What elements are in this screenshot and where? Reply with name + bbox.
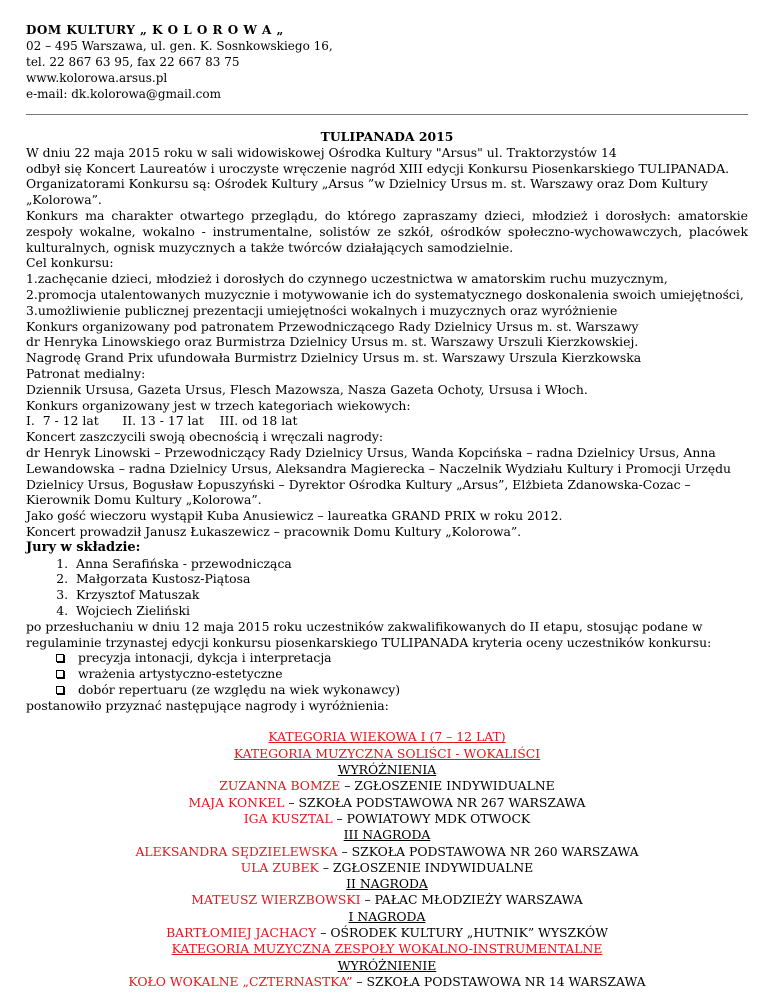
winner-org: – SZKOŁA PODSTAWOWA NR 260 WARSZAWA: [337, 843, 639, 859]
website: www.kolorowa.arsus.pl: [26, 71, 168, 85]
results-section: [26, 729, 748, 990]
winner-name: MATEUSZ WIERZBOWSKI: [191, 892, 361, 908]
criteria-item: [56, 650, 748, 666]
paragraph: Cel konkursu:: [26, 255, 114, 271]
paragraph: Jako gość wieczoru wystąpił Kuba Anusiewicz – laureatka GRAND PRIX w roku 2012.: [26, 508, 563, 524]
winner-line: [26, 778, 748, 794]
phone: tel. 22 867 63 95, fax 22 667 83 75: [26, 55, 240, 69]
criteria-item: [56, 666, 748, 682]
winner-line: [26, 860, 748, 876]
criteria-item: [56, 682, 748, 698]
age-categories: I. 7 - 12 lat II. 13 - 17 lat III. od 18 lat: [26, 413, 298, 429]
checkbox-bullet-icon: [56, 670, 64, 678]
paragraph: 3.umożliwienie publicznej prezentacji umiejętności wokalnych i muzycznych oraz wyróżnienie: [26, 302, 618, 318]
jury-member: 3. Krzysztof Matuszak: [72, 587, 748, 603]
paragraph: 1.zachęcanie dzieci, młodzież i dorosłych do czynnego uczestnictwa w amatorskim ruchu muzycznym,: [26, 271, 668, 287]
winner-name: KOŁO WOKALNE „CZTERNASTKA”: [128, 973, 353, 989]
paragraph: Konkurs ma charakter otwartego przeglądu, do którego zapraszamy dzieci, młodzież i dorosłych: amatorskie zespoły wokalne, wokalno - instrumentalne, solistów ze szkół, ośrodków społeczno-wychowawczych, placówek kulturalnych, ognisk muzycznych a także twórców działających samodzielnie.: [26, 207, 748, 255]
criteria-text: precyzja intonacji, dykcja i interpretacja: [78, 650, 332, 666]
criteria-text: wrażenia artystyczno-estetyczne: [78, 666, 283, 682]
category-heading: KATEGORIA MUZYCZNA ZESPOŁY WOKALNO-INSTRUMENTALNE: [171, 941, 603, 957]
paragraph: Koncert zaszczycili swoją obecnością i wręczali nagrody:: [26, 429, 384, 445]
jury-list: [26, 556, 748, 619]
document-body: [26, 129, 748, 990]
winner-line: [26, 925, 748, 941]
winner-line: [26, 892, 748, 908]
paragraph: Patronat medialny:: [26, 365, 146, 381]
winner-org: – SZKOŁA PODSTAWOWA NR 267 WARSZAWA: [284, 794, 586, 810]
paragraph: Dziennik Ursusa, Gazeta Ursus, Flesch Mazowsza, Nasza Gazeta Ochoty, Ursusa i Włoch.: [26, 381, 588, 397]
email: e-mail: dk.kolorowa@gmail.com: [26, 87, 221, 101]
paragraph: dr Henryka Linowskiego oraz Burmistrza Dzielnicy Ursus m. st. Warszawy Urszuli Kierzkowskiej.: [26, 334, 639, 350]
criteria-list: [26, 650, 748, 697]
document-page: [26, 22, 748, 990]
winner-org: – SZKOŁA PODSTAWOWA NR 14 WARSZAWA: [352, 973, 646, 989]
jury-member: 2. Małgorzata Kustosz-Piątosa: [72, 571, 748, 587]
paragraph: Organizatorami Konkursu są: Ośrodek Kultury „Arsus ”w Dzielnicy Ursus m. st. Warszawy oraz Dom Kultury „Kolorowa”.: [26, 176, 709, 208]
address: 02 – 495 Warszawa, ul. gen. K. Sosnkowskiego 16,: [26, 39, 333, 53]
award-heading: WYRÓŻNIENIA: [337, 762, 437, 778]
winner-org: – OŚRODEK KULTURY „HUTNIK” WYSZKÓW: [316, 925, 608, 941]
winner-name: MAJA KONKEL: [188, 794, 285, 810]
winner-line: [26, 844, 748, 860]
winner-name: ULA ZUBEK: [240, 859, 319, 875]
award-heading: WYRÓŻNIENIE: [337, 957, 437, 973]
winner-org: – POWIATOWY MDK OTWOCK: [332, 810, 531, 826]
paragraph: po przesłuchaniu w dniu 12 maja 2015 roku uczestników zakwalifikowanych do II etapu, stosując podane w regulaminie trzynastej edycji konkursu piosenkarskiego TULIPANADA kryteria oceny uczestników konkursu:: [26, 618, 712, 650]
paragraph: Koncert prowadził Janusz Łukaszewicz – pracownik Domu Kultury „Kolorowa”.: [26, 523, 522, 539]
category-heading: KATEGORIA WIEKOWA I (7 – 12 LAT): [268, 729, 506, 745]
criteria-text: dobór repertuaru (ze względu na wiek wykonawcy): [78, 681, 401, 697]
header-divider: [26, 114, 748, 115]
winner-name: ALEKSANDRA SĘDZIELEWSKA: [135, 843, 338, 859]
paragraph: Konkurs organizowany pod patronatem Przewodniczącego Rady Dzielnicy Ursus m. st. Warszawy: [26, 318, 639, 334]
document-title: TULIPANADA 2015: [320, 129, 454, 144]
jury-member: 1. Anna Serafińska - przewodnicząca: [72, 556, 748, 572]
paragraph: postanowiło przyznać następujące nagrody i wyróżnienia:: [26, 697, 389, 713]
winner-org: – ZGŁOSZENIE INDYWIDUALNE: [318, 859, 534, 875]
paragraph: dr Henryk Linowski – Przewodniczący Rady Dzielnicy Ursus, Wanda Kopcińska – radna Dzielnicy Ursus, Anna Lewandowska – radna Dzielnicy Ursus, Aleksandra Magierecka – Naczelnik Wydziału Kultury i Promocji Urzędu Dzielnicy Ursus, Bogusław Łopuszyński – Dyrektor Ośrodka Kultury „Arsus”, Elżbieta Zdanowska-Cozac – Kierownik Domu Kultury „Kolorowa”.: [26, 444, 732, 508]
winner-name: ZUZANNA BOMZE: [219, 778, 341, 794]
letterhead: [26, 22, 748, 102]
award-heading: I NAGRODA: [348, 908, 426, 924]
paragraph: Nagrodę Grand Prix ufundowała Burmistrz Dzielnicy Ursus m. st. Warszawy Urszula Kierzkowska: [26, 350, 642, 366]
jury-member: 4. Wojciech Zieliński: [72, 603, 748, 619]
winner-org: – PAŁAC MŁODZIEŻY WARSZAWA: [360, 892, 583, 908]
checkbox-bullet-icon: [56, 686, 64, 694]
jury-heading: Jury w składzie:: [26, 539, 141, 555]
award-heading: II NAGRODA: [346, 876, 428, 892]
winner-line: [26, 795, 748, 811]
winner-name: BARTŁOMIEJ JACHACY: [166, 925, 317, 941]
winner-org: – ZGŁOSZENIE INDYWIDUALNE: [340, 778, 555, 794]
award-heading: III NAGRODA: [343, 827, 431, 843]
paragraph: Konkurs organizowany jest w trzech kategoriach wiekowych:: [26, 397, 411, 413]
paragraph: 2.promocja utalentowanych muzycznie i motywowanie ich do systematycznego doskonalenia swoich umiejętności,: [26, 286, 744, 302]
category-heading: KATEGORIA MUZYCZNA SOLIŚCI - WOKALIŚCI: [233, 745, 541, 761]
organization-name: DOM KULTURY „ K O L O R O W A „: [26, 23, 284, 37]
paragraph: odbył się Koncert Laureatów i uroczyste wręczenie nagród XIII edycji Konkursu Piosenkarskiego TULIPANADA.: [26, 160, 730, 176]
winner-line: [26, 974, 748, 990]
winner-line: [26, 811, 748, 827]
winner-name: IGA KUSZTAL: [243, 810, 333, 826]
paragraph: W dniu 22 maja 2015 roku w sali widowiskowej Ośrodka Kultury "Arsus" ul. Traktorzystów 14: [26, 144, 617, 160]
checkbox-bullet-icon: [56, 654, 64, 662]
